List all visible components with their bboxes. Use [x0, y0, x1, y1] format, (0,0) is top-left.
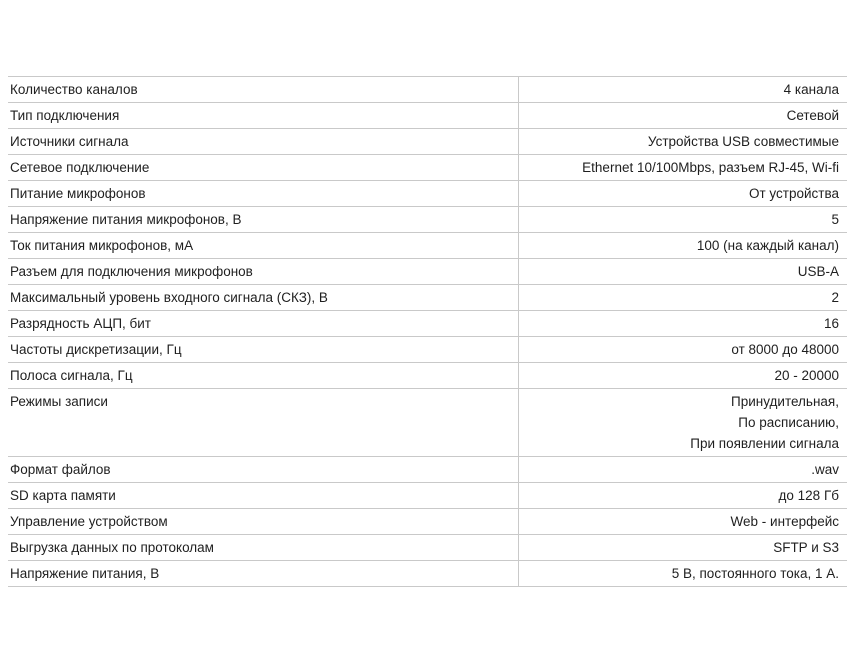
spec-value-line: 16 [823, 316, 839, 331]
spec-value-line: 5 [831, 212, 839, 227]
spec-row [8, 233, 847, 259]
spec-parameter: Разъем для подключения микрофонов [8, 259, 519, 285]
spec-parameter: Выгрузка данных по протоколам [8, 535, 519, 561]
spec-value-line: 5 В, постоянного тока, 1 А. [671, 566, 839, 581]
spec-row [8, 337, 847, 363]
spec-value [519, 311, 848, 337]
spec-value-line: Сетевой [786, 108, 839, 123]
spec-value-line: Принудительная, [731, 394, 839, 409]
spec-parameter: Напряжение питания микрофонов, В [8, 207, 519, 233]
spec-value [519, 363, 848, 389]
spec-row [8, 483, 847, 509]
spec-value-line: USB-A [797, 264, 839, 279]
specifications-table-body [8, 77, 847, 587]
spec-row [8, 389, 847, 457]
spec-value [519, 389, 848, 457]
spec-value [519, 103, 848, 129]
spec-row [8, 311, 847, 337]
spec-value-line: При появлении сигнала [690, 436, 839, 451]
spec-row [8, 457, 847, 483]
spec-value [519, 181, 848, 207]
spec-value [519, 509, 848, 535]
spec-parameter: Напряжение питания, В [8, 561, 519, 587]
spec-value [519, 285, 848, 311]
spec-parameter: Тип подключения [8, 103, 519, 129]
spec-value [519, 561, 848, 587]
spec-parameter: Количество каналов [8, 77, 519, 103]
spec-row [8, 363, 847, 389]
spec-value [519, 77, 848, 103]
spec-row [8, 103, 847, 129]
spec-row [8, 259, 847, 285]
spec-value-line: 4 канала [783, 82, 839, 97]
spec-value-line: Ethernet 10/100Mbps, разъем RJ-45, Wi-fi [582, 160, 839, 175]
spec-value [519, 129, 848, 155]
spec-row [8, 561, 847, 587]
spec-value-line: до 128 Гб [778, 488, 839, 503]
spec-row [8, 129, 847, 155]
spec-parameter: Полоса сигнала, Гц [8, 363, 519, 389]
spec-parameter: Максимальный уровень входного сигнала (СКЗ), В [8, 285, 519, 311]
spec-parameter: Управление устройством [8, 509, 519, 535]
spec-value [519, 337, 848, 363]
spec-value [519, 535, 848, 561]
spec-value [519, 457, 848, 483]
spec-parameter: SD карта памяти [8, 483, 519, 509]
spec-parameter: Разрядность АЦП, бит [8, 311, 519, 337]
spec-value-line: От устройства [749, 186, 839, 201]
spec-parameter: Источники сигнала [8, 129, 519, 155]
spec-row [8, 535, 847, 561]
specifications-table [8, 76, 847, 587]
spec-value-line: от 8000 до 48000 [731, 342, 839, 357]
spec-value [519, 233, 848, 259]
spec-row [8, 181, 847, 207]
spec-parameter: Формат файлов [8, 457, 519, 483]
spec-row [8, 509, 847, 535]
spec-row [8, 207, 847, 233]
spec-value-line: По расписанию, [738, 415, 839, 430]
spec-value [519, 483, 848, 509]
spec-row [8, 77, 847, 103]
spec-parameter: Питание микрофонов [8, 181, 519, 207]
spec-value [519, 207, 848, 233]
spec-value [519, 155, 848, 181]
spec-value [519, 259, 848, 285]
spec-parameter: Режимы записи [8, 389, 519, 457]
spec-parameter: Ток питания микрофонов, мА [8, 233, 519, 259]
spec-value-line: Web - интерфейс [730, 514, 839, 529]
spec-value-line: 100 (на каждый канал) [696, 238, 839, 253]
spec-row [8, 285, 847, 311]
spec-value-line: SFTP и S3 [773, 540, 839, 555]
spec-value-line: 20 - 20000 [774, 368, 839, 383]
spec-value-line: .wav [811, 462, 839, 477]
spec-parameter: Частоты дискретизации, Гц [8, 337, 519, 363]
spec-parameter: Сетевое подключение [8, 155, 519, 181]
spec-row [8, 155, 847, 181]
spec-value-line: 2 [831, 290, 839, 305]
spec-value-line: Устройства USB совместимые [647, 134, 839, 149]
